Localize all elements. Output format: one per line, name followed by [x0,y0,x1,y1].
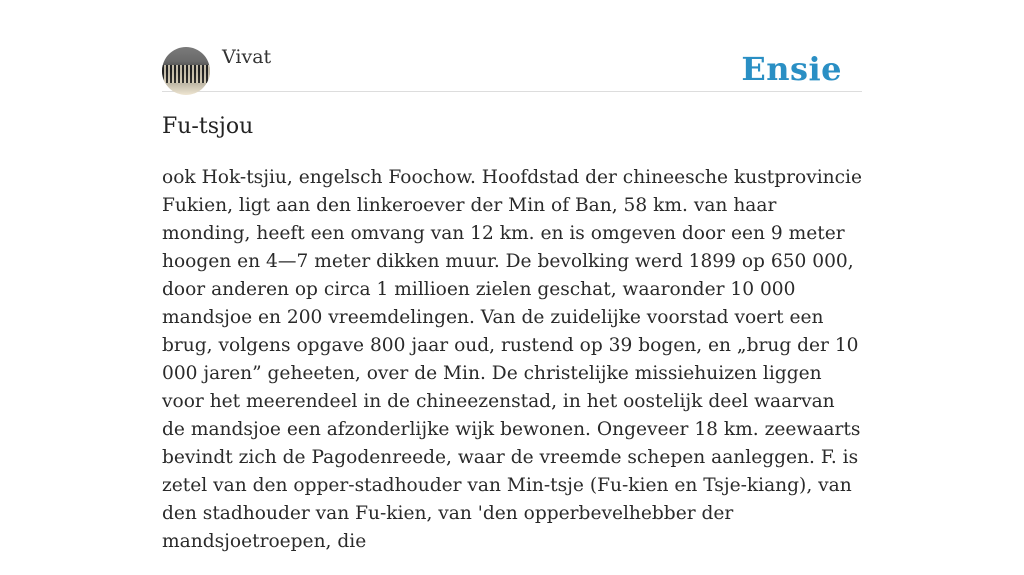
article-body: ook Hok-tsjiu, engelsch Foochow. Hoofdstad der chineesche kustprovincie Fukien, ligt aan den linkeroever der Min of Ban, 58 km. van haar monding, heeft een omvang van 12 km. en is omgeven door een 9 meter hoogen en 4—7 meter dikken muur. De bevolking werd 1899 op 650 000, door anderen op circa 1 millioen zielen geschat, waaronder 10 000 mandsjoe en 200 vreemdelingen. Van de zuidelijke voorstad voert een brug, volgens opgave 800 jaar oud, rustend op 39 bogen, en „brug der 10 000 jaren” geheeten, over de Min. De christelijke missiehuizen liggen voor het meerendeel in de chineezenstad, in het oostelijk deel waarvan de mandsjoe een afzonderlijke wijk bewonen. Ongeveer 18 km. zeewaarts bevindt zich de Pagodenreede, waar de vreemde schepen aanleggen. F. is zetel van den opper-stadhouder van Min-tsje (Fu-kien en Tsje-kiang), van den stadhouder van Fu-kien, van 'den opperbevelhebber der mandsjoetroepen, die [162,167,862,552]
avatar-image [162,65,210,83]
brand-logo[interactable]: Ensie [741,50,842,88]
author-name[interactable]: Vivat [222,46,272,68]
article-container [162,0,862,575]
header [162,0,862,92]
author-avatar[interactable] [162,47,210,95]
article-title: Fu-tsjou [162,114,254,139]
